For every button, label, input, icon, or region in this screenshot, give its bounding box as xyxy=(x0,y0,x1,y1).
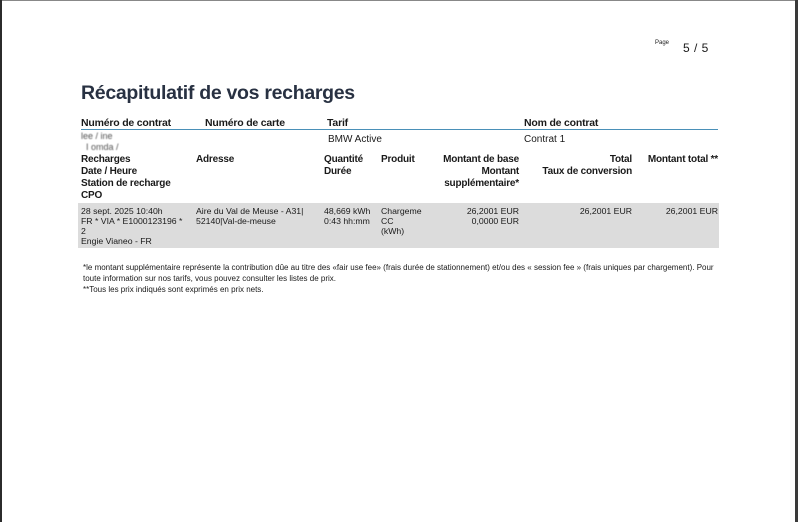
energy-quantity: 48,669 kWh xyxy=(324,206,371,216)
contract-number-header: Numéro de contrat xyxy=(81,117,171,129)
address-line: Aire du Val de Meuse - A31| xyxy=(196,206,304,216)
page-title: Récapitulatif de vos recharges xyxy=(81,82,355,104)
page-indicator xyxy=(655,40,725,54)
total-amount-header: Montant total ** xyxy=(647,154,718,165)
quantity-header-line: Quantité xyxy=(324,154,363,165)
page-left-edge xyxy=(0,0,2,522)
base-amount-header xyxy=(425,154,519,190)
tariff-value: BMW Active xyxy=(328,134,382,145)
page-number: 5 / 5 xyxy=(683,41,709,55)
recharge-cell xyxy=(81,206,182,246)
total-cell: 26,2001 EUR xyxy=(579,206,632,216)
footnote-net-prices: **Tous les prix indiqués sont exprimés en prix nets. xyxy=(83,285,264,294)
base-amount-header-line: Montant de base xyxy=(443,154,519,165)
product-cell xyxy=(381,206,422,236)
supplement-header-line: Montant xyxy=(481,166,519,177)
total-header-line: Total xyxy=(609,154,632,165)
quantity-cell xyxy=(324,206,370,226)
charge-date: 28 sept. 2025 10:40h xyxy=(81,206,163,216)
conversion-rate-header-line: Taux de conversion xyxy=(542,166,632,177)
supplement-value: 0,0000 EUR xyxy=(471,216,519,226)
page-label: Page xyxy=(655,40,670,46)
recharges-header xyxy=(81,154,171,202)
total-header xyxy=(527,154,632,178)
duration-header-line: Durée xyxy=(324,166,352,177)
product-line-3: (kWh) xyxy=(381,226,405,236)
product-line: Chargeme xyxy=(381,206,422,216)
page-top-edge xyxy=(0,0,798,1)
station-id-suffix: 2 xyxy=(81,226,86,236)
header-rule xyxy=(81,129,718,130)
address-line-2: 52140|Val-de-meuse xyxy=(196,216,276,226)
charge-duration: 0:43 hh:mm xyxy=(324,216,370,226)
station-id: FR * VIA * E1000123196 * xyxy=(81,216,183,226)
recharges-header-line: Recharges xyxy=(81,154,131,165)
contract-number-value: lee / ine xyxy=(81,131,113,141)
product-line-2: CC xyxy=(381,216,394,226)
product-header: Produit xyxy=(381,154,415,165)
station-header-line: Station de recharge xyxy=(81,178,171,189)
total-amount-cell: 26,2001 EUR xyxy=(665,206,718,216)
cpo-name: Engie Vianeo - FR xyxy=(81,236,152,246)
contract-name-header: Nom de contrat xyxy=(524,117,599,129)
footnotes xyxy=(83,262,723,295)
cpo-header-line: CPO xyxy=(81,190,103,201)
date-time-header-line: Date / Heure xyxy=(81,166,137,177)
base-amount-value: 26,2001 EUR xyxy=(466,206,519,216)
tariff-header: Tarif xyxy=(327,117,348,129)
quantity-header xyxy=(324,154,363,178)
footnote-supplement: *le montant supplémentaire représente la contribution dûe au titre des «fair use fee» (frais durée de stationnement) et/ou des « session fee » (frais uniques par chargement). Pour toute information sur nos tarifs, vous pouvez consulter les listes de prix. xyxy=(83,263,714,283)
address-header: Adresse xyxy=(196,154,235,165)
supplement-header-line-2: supplémentaire* xyxy=(444,178,519,189)
contract-name-value: Contrat 1 xyxy=(524,134,566,145)
address-cell xyxy=(196,206,303,226)
card-number-header: Numéro de carte xyxy=(205,117,285,129)
base-amount-cell xyxy=(425,206,519,226)
contract-number-value-2: I omda / xyxy=(86,142,119,152)
